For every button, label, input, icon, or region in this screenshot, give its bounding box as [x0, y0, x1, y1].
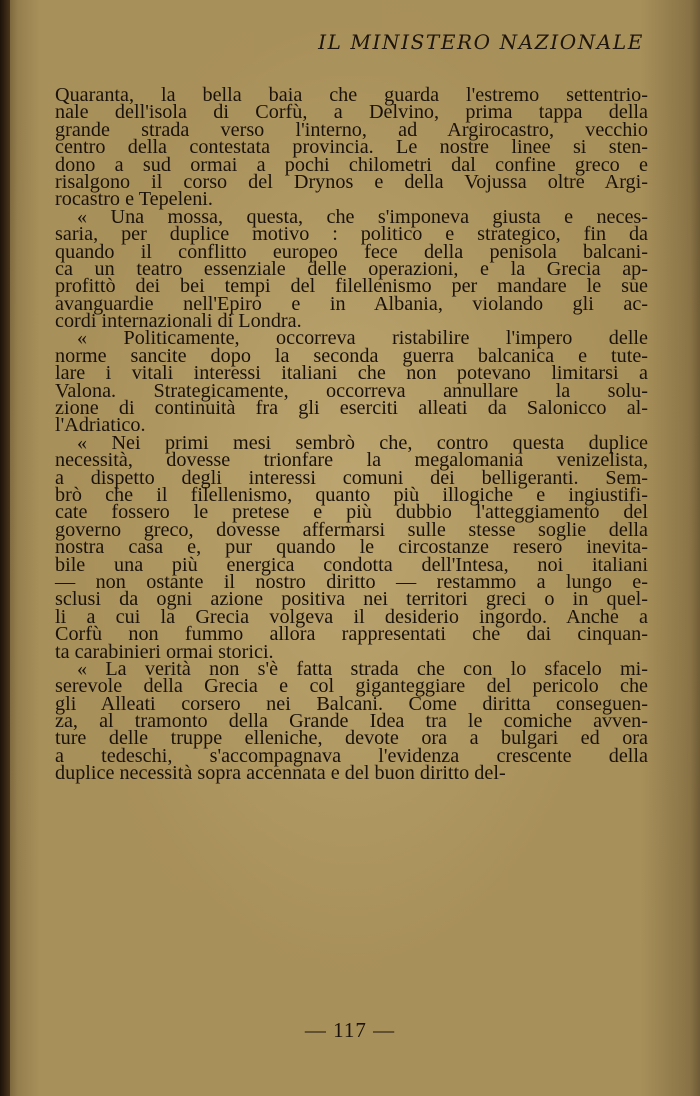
text-line: avanguardie nell'Epiro e in Albania, violando gli ac- — [55, 292, 648, 315]
text-line: cate fossero le pretese e più dubbio l'atteggiamento del — [55, 501, 648, 524]
text-line: risalgono il corso del Drynos e della Vojussa oltre Argi- — [55, 170, 648, 193]
text-line: « La verità non s'è fatta strada che con lo sfacelo mi- — [77, 657, 648, 680]
text-line: « Una mossa, questa, che s'imponeva giusta e neces- — [77, 205, 648, 228]
text-line: Quaranta, la bella baia che guarda l'estremo settentrio- — [55, 84, 648, 106]
paragraph — [55, 84, 648, 211]
text-line: li a cui la Grecia volgeva il desiderio ingordo. Anche a — [55, 605, 648, 628]
text-line: « Nei primi mesi sembrò che, contro questa duplice — [77, 431, 648, 454]
text-line: za, al tramonto della Grande Idea tra le comiche avven- — [55, 710, 648, 733]
text-line: cordi internazionali di Londra. — [55, 310, 302, 333]
text-line: brò che il filellenismo, quanto più illogiche e ingiustifi- — [55, 483, 648, 506]
page-gutter-shadow — [0, 0, 10, 1096]
text-line: norme sancite dopo la seconda guerra balcanica e tute- — [55, 344, 648, 367]
text-line: rocastro e Tepeleni. — [55, 188, 213, 211]
body-text — [55, 84, 648, 785]
paragraph — [55, 327, 648, 437]
paragraph — [55, 205, 648, 333]
text-line: nale dell'isola di Corfù, a Delvino, prima tappa della — [55, 101, 648, 124]
text-line: profittò dei bei tempi del filellenismo per mandare le sue — [55, 275, 648, 298]
text-line: nostra casa e, pur quando le circostanze resero inevita- — [55, 536, 648, 559]
text-line: ca un teatro essenziale delle operazioni, e la Grecia ap- — [55, 257, 648, 280]
text-line: ture delle truppe elleniche, devote ora a bulgari ed ora — [55, 727, 648, 750]
text-line: centro della contestata provincia. Le nostre linee si sten- — [55, 136, 648, 159]
text-line: ta carabinieri ormai storici. — [55, 640, 274, 663]
text-line: a dispetto degli interessi comuni dei belligeranti. Sem- — [55, 466, 648, 489]
text-line: saria, per duplice motivo : politico e strategico, fin da — [55, 223, 648, 246]
text-line: grande strada verso l'interno, ad Argirocastro, vecchio — [55, 118, 648, 141]
text-line: serevole della Grecia e col giganteggiare del pericolo che — [55, 675, 648, 698]
text-line: quando il conflitto europeo fece della penisola balcani- — [55, 240, 648, 263]
text-line: Valona. Strategicamente, occorreva annullare la solu- — [55, 379, 648, 402]
running-header: IL MINISTERO NAZIONALE — [318, 30, 644, 54]
text-line: duplice necessità sopra accennata e del buon diritto del- — [55, 762, 506, 785]
text-line: bile una più energica condotta dell'Intesa, noi italiani — [55, 553, 648, 576]
text-line: Corfù non fummo allora rappresentati che dai cinquan- — [55, 623, 648, 646]
paragraph — [55, 657, 648, 785]
text-line: a tedeschi, s'accompagnava l'evidenza crescente della — [55, 744, 648, 767]
text-line: gli Alleati corsero nei Balcani. Come diritta conseguen- — [55, 692, 648, 715]
page-number: — 117 — — [304, 1018, 396, 1042]
text-line: l'Adriatico. — [55, 414, 146, 437]
text-line: — non ostante il nostro diritto — restammo a lungo e- — [55, 570, 648, 593]
text-line: necessità, dovesse trionfare la megalomania venizelista, — [55, 449, 648, 472]
text-line: lare i vitali interessi italiani che non potevano limitarsi a — [55, 362, 648, 385]
paragraph — [55, 431, 648, 663]
text-line: zione di continuità fra gli eserciti alleati da Salonicco al- — [55, 397, 648, 420]
text-line: dono a sud ormai a pochi chilometri dal confine greco e — [55, 153, 648, 176]
text-line: sclusi da ogni azione positiva nei territori greci o in quel- — [55, 588, 648, 611]
text-line: governo greco, dovesse affermarsi sulle stesse soglie della — [55, 518, 648, 541]
text-line: « Politicamente, occorreva ristabilire l'impero delle — [77, 327, 648, 350]
